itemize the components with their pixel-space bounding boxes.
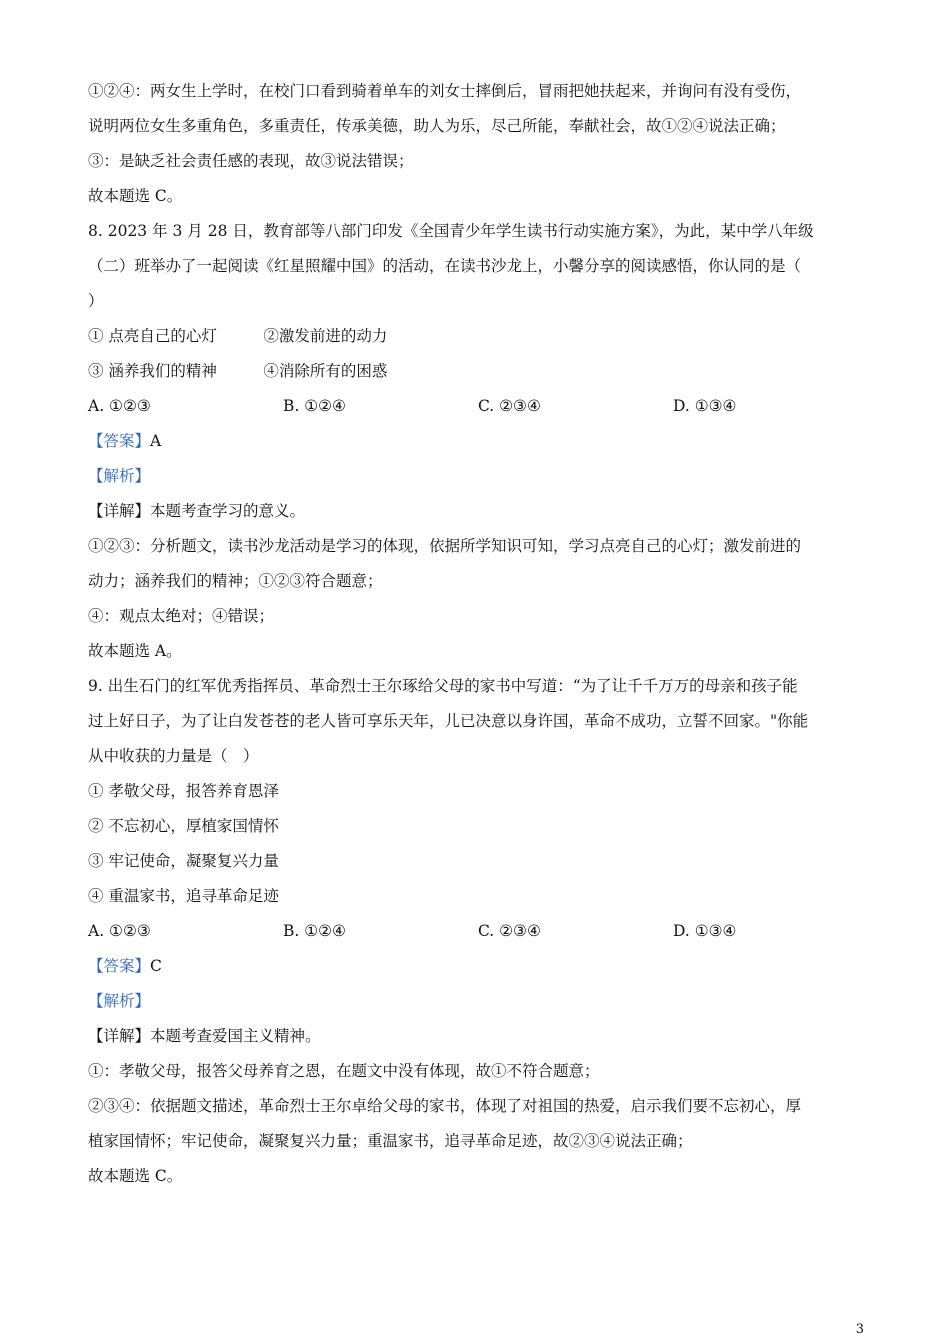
option-a: A. ①②③ [88, 922, 151, 940]
question-item: ① 孝敬父母，报答养育恩泽 [88, 782, 279, 800]
document-body [88, 74, 878, 1194]
detail-line [88, 494, 878, 529]
conclusion: 故本题选 A。 [88, 642, 182, 660]
detail-line [88, 1019, 878, 1054]
explanation: ①：孝敬父母，报答父母养育之恩，在题文中没有体现，故①不符合题意； [88, 1062, 600, 1080]
option-c: C. ②③④ [478, 397, 541, 415]
question-stem: 8. 2023 年 3 月 28 日，教育部等八部门印发《全国青少年学生读书行动实施方案》，为此，某中学八年级 [88, 222, 814, 240]
answer-tag: 【答案】 [88, 957, 151, 975]
option-b: B. ①②④ [283, 397, 346, 415]
option-d: D. ①③④ [673, 397, 737, 415]
detail-text: 本题考查学习的意义。 [150, 502, 306, 520]
paragraph: ③：是缺乏社会责任感的表现，故③说法错误； [88, 152, 414, 170]
question-item: ③ 牢记使命，凝聚复兴力量 [88, 852, 279, 870]
analysis-tag: 【解析】 [88, 467, 151, 485]
explanation: ②③④：依据题文描述，革命烈士王尔卓给父母的家书，体现了对祖国的热爱，启示我们要不忘初心，厚 [88, 1097, 802, 1115]
option-a: A. ①②③ [88, 397, 151, 415]
analysis-tag: 【解析】 [88, 992, 151, 1010]
question-stem: 9. 出生石门的红军优秀指挥员、革命烈士王尔琢给父母的家书中写道：“为了让千千万万的母亲和孩子能 [88, 677, 798, 695]
question-stem: 过上好日子，为了让白发苍苍的老人皆可享乐天年，儿已决意以身许国，革命不成功，立誓不回家。"你能 [88, 712, 809, 730]
question-item: ② 不忘初心，厚植家国情怀 [88, 817, 279, 835]
answer-line [88, 949, 878, 984]
paragraph: 说明两位女生多重角色，多重责任，传承美德，助人为乐，尽己所能，奉献社会，故①②④说法正确； [88, 117, 786, 135]
option-c: C. ②③④ [478, 922, 541, 940]
detail-tag: 【详解】 [88, 502, 151, 520]
answer-options [88, 914, 878, 949]
question-stem: ） [88, 292, 104, 310]
question-stem: 从中收获的力量是（ ） [88, 747, 259, 765]
explanation: ①②③：分析题文，读书沙龙活动是学习的体现，依据所学知识可知，学习点亮自己的心灯；激发前进的 [88, 537, 802, 555]
answer-value: A [150, 432, 162, 450]
option-b: B. ①②④ [283, 922, 346, 940]
question-items: ③ 涵养我们的精神 ④消除所有的困惑 [88, 362, 388, 380]
conclusion: 故本题选 C。 [88, 187, 183, 205]
detail-tag: 【详解】 [88, 1027, 151, 1045]
analysis-line [88, 984, 878, 1019]
analysis-line [88, 459, 878, 494]
question-items: ① 点亮自己的心灯 ②激发前进的动力 [88, 327, 388, 345]
conclusion: 故本题选 C。 [88, 1167, 183, 1185]
answer-value: C [150, 957, 162, 975]
page-number: 3 [855, 1322, 864, 1337]
option-d: D. ①③④ [673, 922, 737, 940]
answer-tag: 【答案】 [88, 432, 151, 450]
detail-text: 本题考查爱国主义精神。 [150, 1027, 321, 1045]
explanation: ④：观点太绝对；④错误； [88, 607, 275, 625]
question-stem: （二）班举办了一起阅读《红星照耀中国》的活动，在读书沙龙上，小馨分享的阅读感悟，你认同的是（ [88, 257, 802, 275]
answer-line [88, 424, 878, 459]
explanation: 植家国情怀；牢记使命，凝聚复兴力量；重温家书，追寻革命足迹，故②③④说法正确； [88, 1132, 693, 1150]
explanation: 动力；涵养我们的精神；①②③符合题意； [88, 572, 383, 590]
answer-options [88, 389, 878, 424]
question-item: ④ 重温家书，追寻革命足迹 [88, 887, 279, 905]
paragraph: ①②④：两女生上学时，在校门口看到骑着单车的刘女士摔倒后，冒雨把她扶起来，并询问有没有受伤， [88, 82, 802, 100]
